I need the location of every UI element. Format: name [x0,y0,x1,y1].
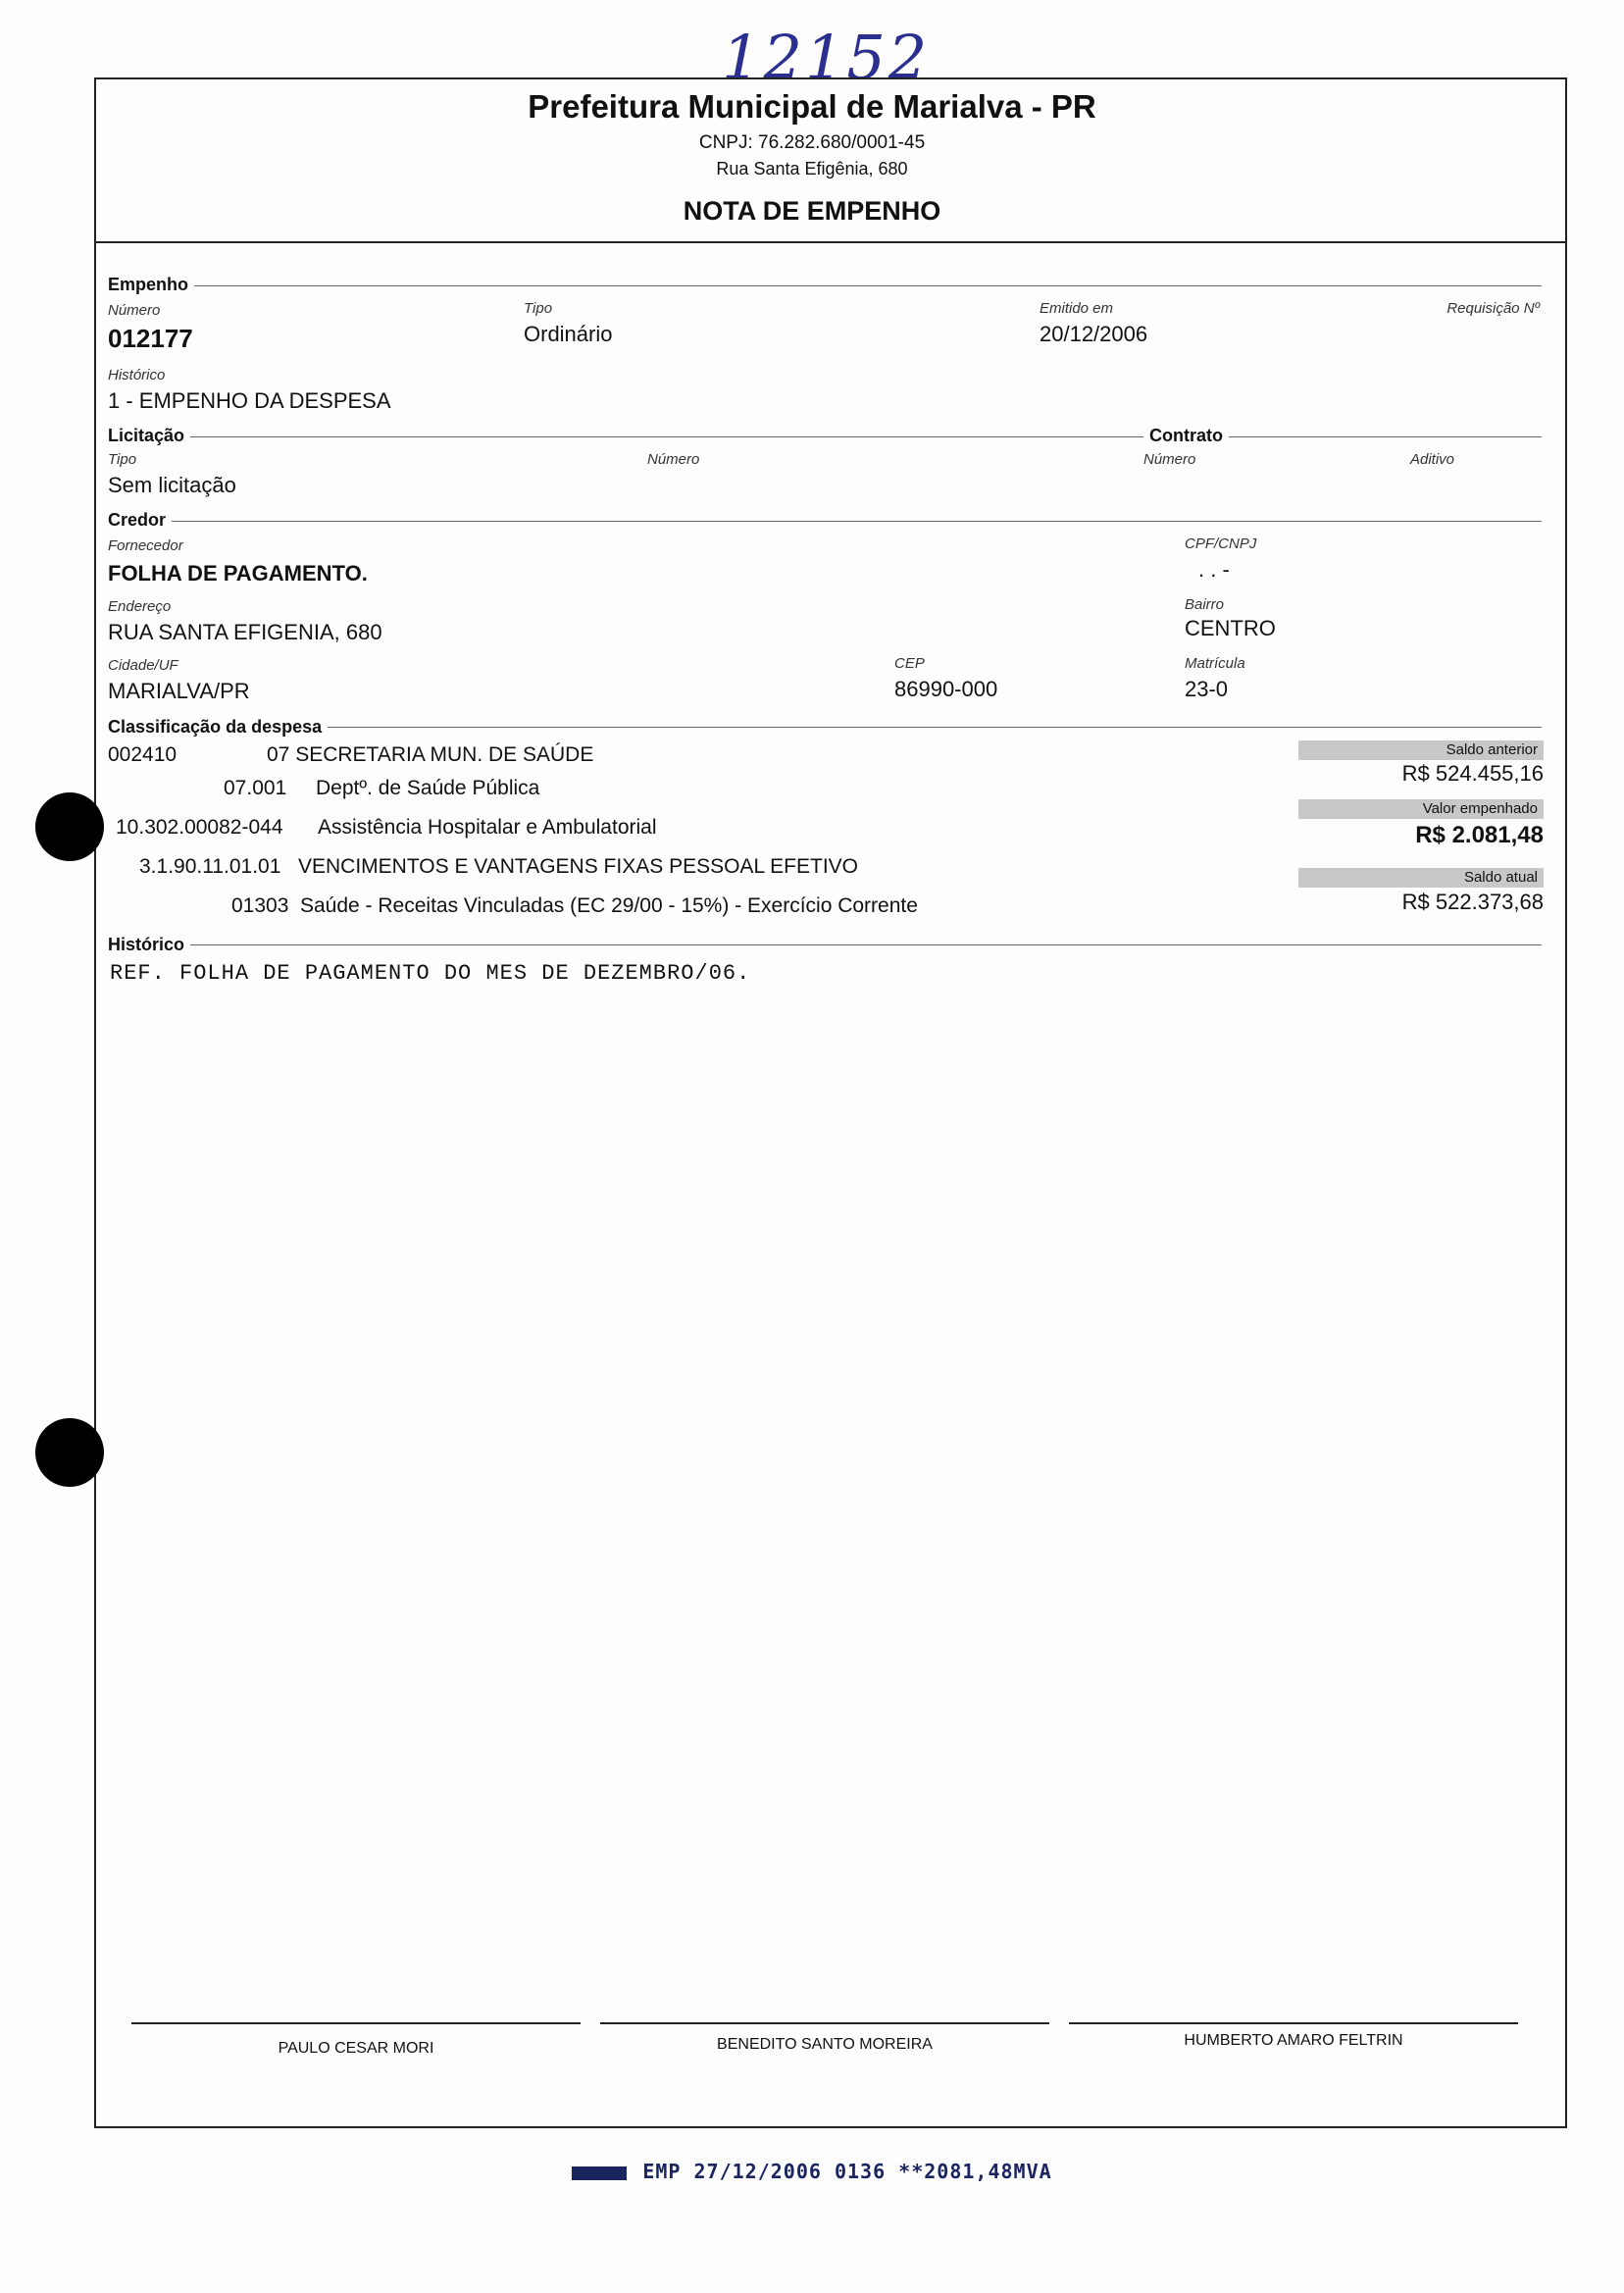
classificacao-desc-2: Deptº. de Saúde Pública [316,777,540,799]
document-frame [94,77,1567,2128]
classificacao-code-5: 01303 [231,894,289,917]
historico-section-label: Histórico [108,935,190,955]
classificacao-desc-3: Assistência Hospitalar e Ambulatorial [318,816,657,839]
empenho-historico-value: 1 - EMPENHO DA DESPESA [108,388,391,413]
historico-text: REF. FOLHA DE PAGAMENTO DO MES DE DEZEMBRO/06. [110,961,751,986]
signature-name-2: BENEDITO SANTO MOREIRA [717,2036,933,2053]
licitacao-tipo-value: Sem licitação [108,473,236,497]
empenho-tipo-value: Ordinário [524,322,613,346]
signature-line-2 [600,2022,1049,2024]
document-title: NOTA DE EMPENHO [683,196,941,226]
classificacao-desc-5: Saúde - Receitas Vinculadas (EC 29/00 - 15%) - Exercício Corrente [300,894,918,917]
empenho-numero-value: 012177 [108,324,193,353]
cpf-cnpj-value: . . - [1198,557,1230,582]
classificacao-section-label: Classificação da despesa [108,717,328,738]
cpf-cnpj-label: CPF/CNPJ [1185,535,1257,552]
saldo-atual-value: R$ 522.373,68 [1401,890,1544,914]
cidade-label: Cidade/UF [108,657,178,674]
contrato-aditivo-label: Aditivo [1410,451,1455,468]
bairro-label: Bairro [1185,596,1225,613]
endereco-label: Endereço [108,598,172,615]
municipality-title: Prefeitura Municipal de Marialva - PR [528,88,1096,125]
saldo-anterior-value: R$ 524.455,16 [1401,761,1544,786]
fornecedor-label: Fornecedor [108,537,183,554]
punch-hole-top [35,792,104,861]
classificacao-desc-4: VENCIMENTOS E VANTAGENS FIXAS PESSOAL EFETIVO [298,855,859,878]
punch-hole-bottom [35,1418,104,1487]
cep-label: CEP [894,655,925,672]
endereco-value: RUA SANTA EFIGENIA, 680 [108,620,382,644]
bairro-value: CENTRO [1185,616,1276,640]
handwritten-document-number: 12152 [722,22,931,93]
contrato-numero-label: Número [1143,451,1196,468]
credor-section-label: Credor [108,510,172,531]
emitido-value: 20/12/2006 [1040,322,1148,346]
valor-empenhado-label: Valor empenhado [1298,799,1544,819]
empenho-historico-label: Histórico [108,367,166,383]
signature-name-3: HUMBERTO AMARO FELTRIN [1184,2032,1403,2049]
saldo-atual-label: Saldo atual [1298,868,1544,888]
fornecedor-value: FOLHA DE PAGAMENTO. [108,561,368,586]
licitacao-section-label: Licitação [108,426,190,446]
licitacao-numero-label: Número [647,451,700,468]
credor-section-rule [108,521,1542,522]
emitido-label: Emitido em [1040,300,1114,317]
address-text: Rua Santa Efigênia, 680 [716,159,908,178]
footer-stamp [0,2160,1624,2183]
stamp-logo-icon [572,2166,627,2180]
valor-empenhado-value: R$ 2.081,48 [1415,822,1544,848]
matricula-label: Matrícula [1185,655,1245,672]
licitacao-section-rule [108,436,1542,437]
cep-value: 86990-000 [894,677,998,701]
licitacao-tipo-label: Tipo [108,451,137,468]
signature-line-1 [131,2022,581,2024]
cnpj-text: CNPJ: 76.282.680/0001-45 [698,132,926,153]
classificacao-code-1: 002410 [108,743,178,766]
header-divider [94,241,1567,243]
empenho-section-label: Empenho [108,275,194,295]
stamp-text: EMP 27/12/2006 0136 **2081,48MVA [642,2160,1052,2183]
classificacao-code-2: 07.001 [224,777,287,799]
classificacao-code-3: 10.302.00082-044 [116,816,283,839]
saldo-anterior-label: Saldo anterior [1298,740,1544,760]
classificacao-desc-1: 07 SECRETARIA MUN. DE SAÚDE [267,743,594,766]
classificacao-code-4: 3.1.90.11.01.01 [139,855,281,878]
empenho-section-rule [108,285,1542,286]
historico-section-rule [108,944,1542,945]
matricula-value: 23-0 [1185,677,1229,701]
signature-name-1: PAULO CESAR MORI [278,2040,434,2057]
empenho-numero-label: Número [108,302,161,319]
signature-line-3 [1069,2022,1518,2024]
empenho-tipo-label: Tipo [524,300,553,317]
cidade-value: MARIALVA/PR [108,679,250,703]
contrato-section-label: Contrato [1143,426,1229,446]
requisicao-label: Requisição Nº [1446,300,1540,317]
